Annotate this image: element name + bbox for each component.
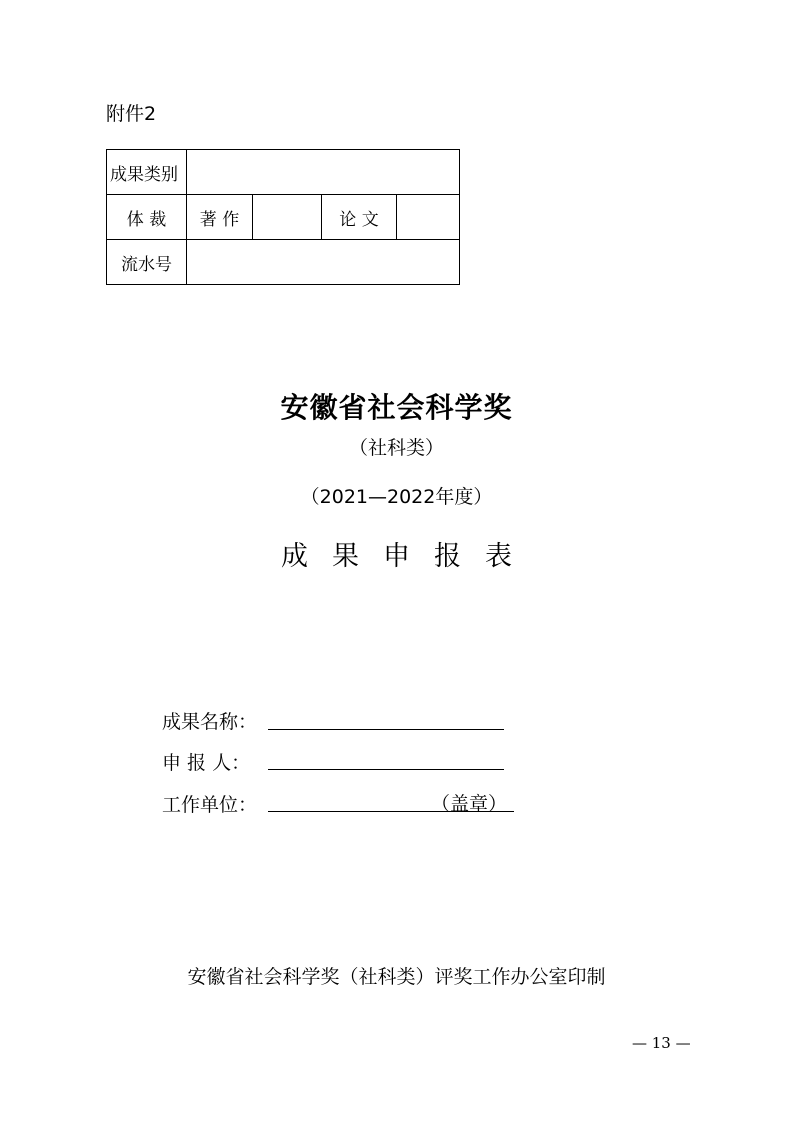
- page-number: — 13 —: [632, 1034, 691, 1052]
- award-year: （2021—2022年度）: [300, 486, 493, 508]
- issuer-footer: 安徽省社会科学奖（社科类）评奖工作办公室印制: [187, 966, 606, 988]
- category-label: 成果类别: [107, 150, 187, 195]
- applicant-field[interactable]: [268, 769, 504, 770]
- form-title: 成果申报表: [281, 541, 536, 572]
- genre-row: [107, 195, 460, 240]
- award-subtitle: （社科类）: [348, 437, 444, 459]
- seal-note: （盖章）: [431, 793, 508, 815]
- category-value-cell[interactable]: [187, 150, 460, 195]
- applicant-label: 申 报 人：: [162, 752, 251, 774]
- award-title: 安徽省社会科学奖: [280, 391, 513, 424]
- attachment-label: 附件2: [106, 103, 157, 125]
- achievement-name-field[interactable]: [268, 729, 504, 730]
- genre-label: 体 裁: [107, 195, 187, 240]
- serial-value-cell[interactable]: [187, 240, 460, 285]
- work-unit-label: 工作单位：: [162, 794, 258, 816]
- category-row: [107, 150, 460, 195]
- category-table: [106, 149, 460, 285]
- serial-label: 流水号: [107, 240, 187, 285]
- option-paper-label: 论 文: [322, 195, 397, 240]
- option-book-checkbox-cell[interactable]: [253, 195, 322, 240]
- option-book-label: 著 作: [187, 195, 253, 240]
- option-paper-checkbox-cell[interactable]: [397, 195, 460, 240]
- serial-row: [107, 240, 460, 285]
- achievement-name-label: 成果名称：: [162, 711, 258, 733]
